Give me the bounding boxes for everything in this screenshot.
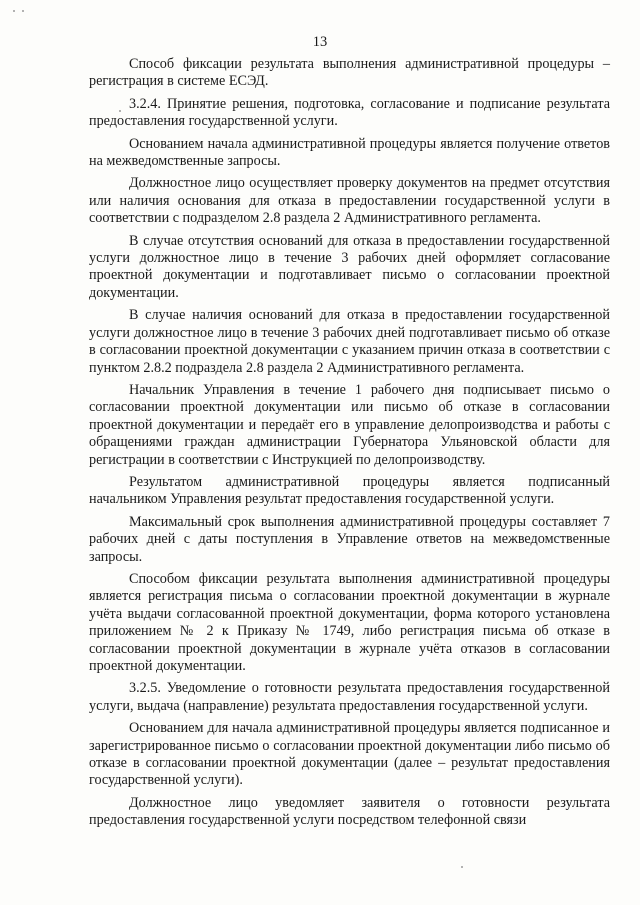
- document-body: [89, 56, 610, 835]
- paragraph-basis-notification: Основанием для начала административной процедуры является подписанное и зарегистрированное письмо о согласовании проектной документации либо письмо об отказе в согласовании проектной документации (далее – результат предоставления государственной услуги).: [89, 720, 610, 789]
- paragraph-section-3-2-4: 3.2.4. Принятие решения, подготовка, согласование и подписание результата предоставления государственной услуги.: [89, 95, 610, 130]
- paragraph-document-check: Должностное лицо осуществляет проверку документов на предмет отсутствия или наличия основания для отказа в предоставлении государственной услуги в соответствии с подразделом 2.8 раздела 2 Административного регламента.: [89, 175, 610, 227]
- scan-speck: [22, 10, 24, 12]
- scan-speck: [13, 10, 15, 12]
- paragraph-max-duration: Максимальный срок выполнения административной процедуры составляет 7 рабочих дней с даты поступления в Управление ответов на межведомственные запросы.: [89, 513, 610, 565]
- paragraph-refusal-grounds: В случае наличия оснований для отказа в предоставлении государственной услуги должностное лицо в течение 3 рабочих дней подготавливает письмо об отказе в согласовании проектной документации с указанием причин отказа в соответствии с пунктом 2.8.2 подраздела 2.8 раздела 2 Административного регламента.: [89, 307, 610, 376]
- paragraph-official-notifies: Должностное лицо уведомляет заявителя о готовности результата предоставления государственной услуги посредством телефонной связи: [89, 794, 610, 829]
- paragraph-fixation-journal: Способом фиксации результата выполнения административной процедуры является регистрация письма о согласовании проектной документации в журнале учёта выдачи согласованной проектной документации, форма которого установлена приложением № 2 к Приказу № 1749, либо регистрация письма об отказе в согласовании проектной документации в журнале учёта отказов в согласовании проектной документации.: [89, 570, 610, 674]
- paragraph-head-signs: Начальник Управления в течение 1 рабочего дня подписывает письмо о согласовании проектной документации или письмо об отказе в согласовании проектной документации и передаёт его в управление делопроизводства и работы с обращениями граждан администрации Губернатора Ульяновской области для регистрации в соответствии с Инструкцией по делопроизводству.: [89, 381, 610, 468]
- page-number: 13: [312, 34, 328, 50]
- paragraph-procedure-result: Результатом административной процедуры является подписанный начальником Управления результат предоставления государственной услуги.: [89, 473, 610, 508]
- scan-speck: [461, 866, 463, 868]
- paragraph-section-3-2-5: 3.2.5. Уведомление о готовности результата предоставления государственной услуги, выдача (направление) результата предоставления государственной услуги.: [89, 680, 610, 714]
- paragraph-basis-start: Основанием начала административной процедуры является получение ответов на межведомственные запросы.: [89, 135, 610, 170]
- scan-speck: [119, 110, 121, 112]
- paragraph-no-refusal-grounds: В случае отсутствия оснований для отказа в предоставлении государственной услуги должностное лицо в течение 3 рабочих дней оформляет согласование проектной документации и подготавливает письмо о согласовании проектной документации.: [89, 232, 610, 301]
- paragraph-fixation-esed: Способ фиксации результата выполнения административной процедуры – регистрация в системе ЕСЭД.: [89, 56, 610, 90]
